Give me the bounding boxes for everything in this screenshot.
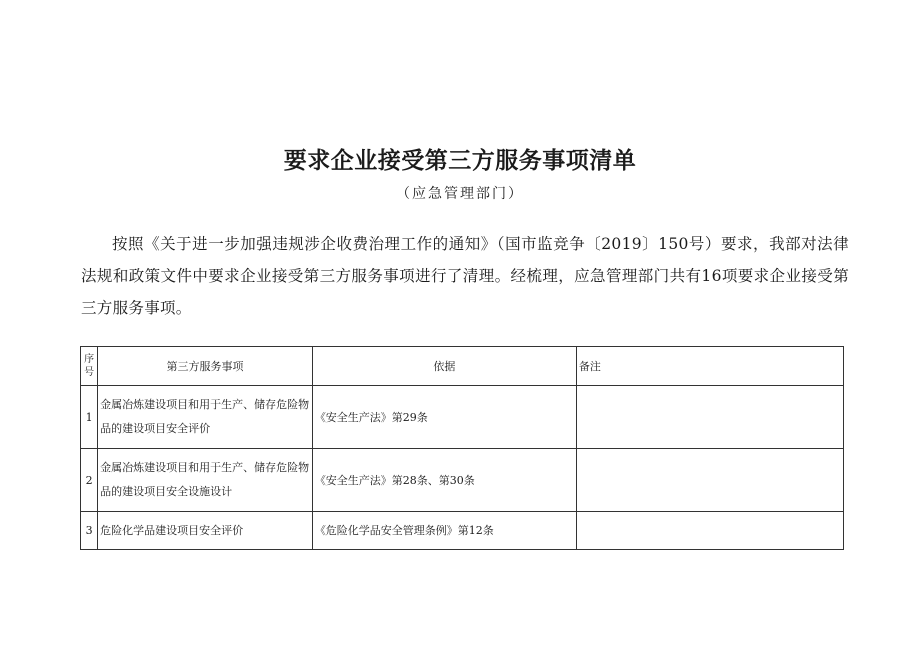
table-header-row [81, 347, 844, 386]
row-no: 1 [81, 386, 98, 449]
row-basis: 《安全生产法》第29条 [312, 386, 576, 449]
table-row [81, 449, 844, 512]
document-subtitle: （应急管理部门） [396, 186, 524, 202]
header-no: 序号 [81, 347, 98, 386]
header-basis: 依据 [312, 347, 576, 386]
row-no: 2 [81, 449, 98, 512]
row-item: 金属冶炼建设项目和用于生产、储存危险物品的建设项目安全设施设计 [98, 449, 313, 512]
row-note [576, 386, 843, 449]
row-note [576, 512, 843, 550]
service-items-table [80, 346, 844, 550]
header-item: 第三方服务事项 [98, 347, 313, 386]
row-note [576, 449, 843, 512]
row-basis: 《危险化学品安全管理条例》第12条 [312, 512, 576, 550]
row-basis: 《安全生产法》第28条、第30条 [312, 449, 576, 512]
intro-paragraph: 按照《关于进一步加强违规涉企收费治理工作的通知》（国市监竞争〔2019〕150号）要求，我部对法律法规和政策文件中要求企业接受第三方服务事项进行了清理。经梳理，应急管理部门共有16项要求企业接受第三方服务事项。 [81, 235, 849, 317]
row-item: 金属冶炼建设项目和用于生产、储存危险物品的建设项目安全评价 [98, 386, 313, 449]
row-no: 3 [81, 512, 98, 550]
table-row [81, 386, 844, 449]
header-note: 备注 [576, 347, 843, 386]
row-item: 危险化学品建设项目安全评价 [98, 512, 313, 550]
document-title: 要求企业接受第三方服务事项清单 [283, 148, 637, 174]
table-row [81, 512, 844, 550]
